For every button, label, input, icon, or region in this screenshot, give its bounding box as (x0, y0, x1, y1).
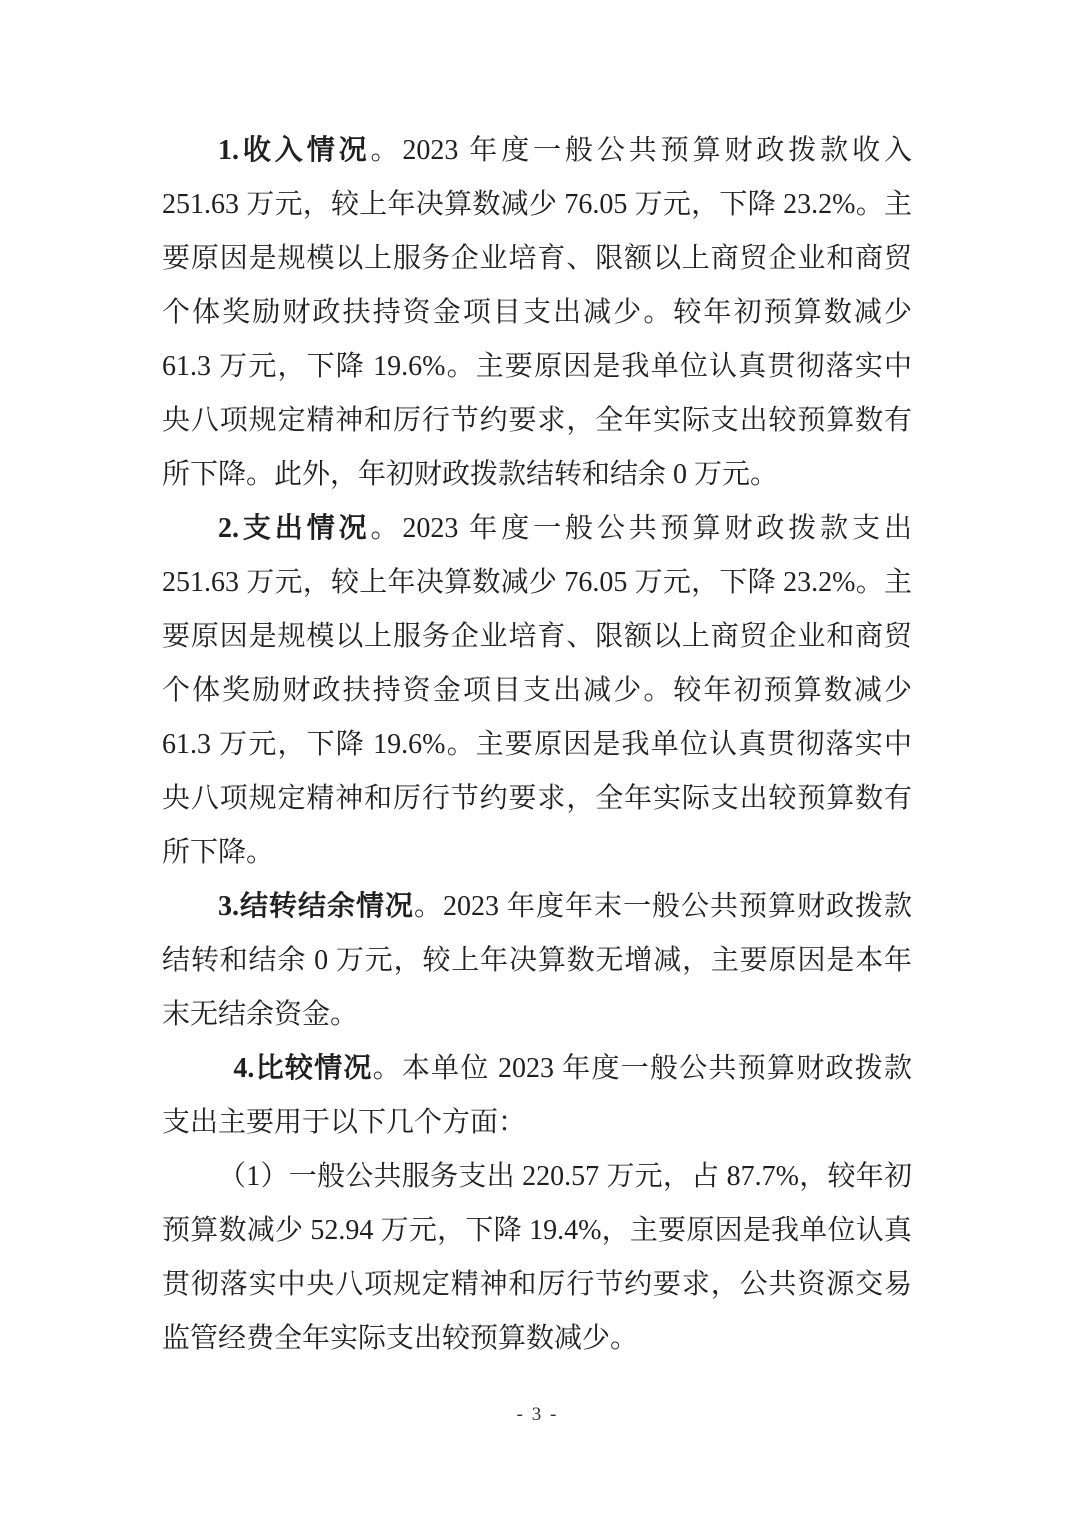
paragraph-general-public-service-text: （1）一般公共服务支出 220.57 万元，占 87.7%，较年初预算数减少 52.94 万元，下降 19.4%，主要原因是我单位认真贯彻落实中央八项规定精神和厉行节约要求，公共资源交易监管经费全年实际支出较预算数减少。 (162, 1161, 912, 1354)
paragraph-expenditure-heading: 2.支出情况 (218, 513, 371, 544)
paragraph-expenditure-text: 。2023 年度一般公共预算财政拨款支出 251.63 万元，较上年决算数减少 76.05 万元，下降 23.2%。主要原因是规模以上服务企业培育、限额以上商贸企业和商贸个体奖励财政扶持资金项目支出减少。较年初预算数减少 61.3 万元，下降 19.6%。主要原因是我单位认真贯彻落实中央八项规定精神和厉行节约要求，全年实际支出较预算数有所下降。 (162, 513, 912, 868)
page-number: - 3 - (516, 1404, 559, 1425)
paragraph-comparison (162, 1042, 912, 1150)
paragraph-comparison-heading: 4.比较情况 (233, 1053, 373, 1084)
paragraph-general-public-service (162, 1150, 912, 1366)
paragraph-carryover-text: 。2023 年度年末一般公共预算财政拨款结转和结余 0 万元，较上年决算数无增减，主要原因是本年末无结余资金。 (162, 891, 912, 1030)
paragraph-comparison-text: 。本单位 2023 年度一般公共预算财政拨款支出主要用于以下几个方面： (162, 1053, 912, 1138)
paragraph-income-text: 。2023 年度一般公共预算财政拨款收入 251.63 万元，较上年决算数减少 76.05 万元，下降 23.2%。主要原因是规模以上服务企业培育、限额以上商贸企业和商贸个体奖励财政扶持资金项目支出减少。较年初预算数减少 61.3 万元，下降 19.6%。主要原因是我单位认真贯彻落实中央八项规定精神和厉行节约要求，全年实际支出较预算数有所下降。此外，年初财政拨款结转和结余 0 万元。 (162, 135, 912, 490)
paragraph-income-heading: 1.收入情况 (218, 135, 371, 166)
document-body (162, 124, 912, 1366)
paragraph-carryover (162, 880, 912, 1042)
paragraph-carryover-heading: 3.结转结余情况 (218, 891, 414, 922)
paragraph-income (162, 124, 912, 502)
paragraph-expenditure (162, 502, 912, 880)
